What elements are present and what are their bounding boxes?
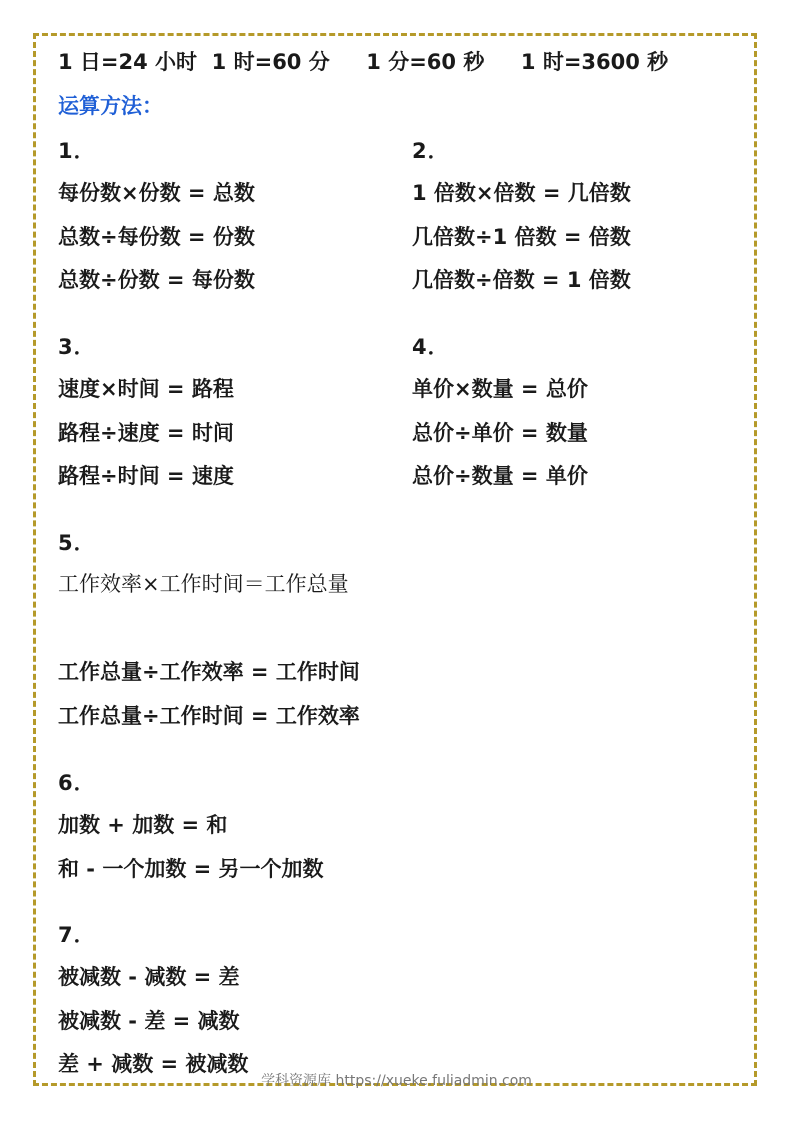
formula-2-b: 几倍数÷1 倍数 = 倍数 <box>412 225 631 249</box>
formula-1-c: 总数÷份数 = 每份数 <box>58 268 255 292</box>
section-1-number: 1． <box>58 139 96 163</box>
formula-4-c: 总价÷数量 = 单价 <box>412 464 588 488</box>
section-heading: 运算方法： <box>58 94 163 118</box>
section-3-number: 3． <box>58 335 96 359</box>
formula-1-b: 总数÷每份数 = 份数 <box>58 225 255 249</box>
time-units-line: 1 日=24 小时 1 时=60 分 1 分=60 秒 1 时=3600 秒 <box>58 50 669 74</box>
formula-6-a: 加数 + 加数 = 和 <box>58 813 228 837</box>
footer-watermark: 学科资源库 https://xueke.fuliadmin.com <box>261 1073 532 1089</box>
formula-6-b: 和 - 一个加数 = 另一个加数 <box>58 857 324 881</box>
formula-5-a: 工作效率×工作时间＝工作总量 <box>58 572 349 596</box>
formula-5-c: 工作总量÷工作时间 = 工作效率 <box>58 704 360 728</box>
section-5-number: 5． <box>58 531 96 555</box>
section-6-number: 6． <box>58 771 96 795</box>
formula-3-b: 路程÷速度 = 时间 <box>58 421 234 445</box>
formula-7-c: 差 + 减数 = 被减数 <box>58 1052 249 1076</box>
formula-2-a: 1 倍数×倍数 = 几倍数 <box>412 181 631 205</box>
formula-3-c: 路程÷时间 = 速度 <box>58 464 234 488</box>
formula-3-a: 速度×时间 = 路程 <box>58 377 234 401</box>
section-2-number: 2． <box>412 139 450 163</box>
formula-7-a: 被减数 - 减数 = 差 <box>58 965 240 989</box>
section-4-number: 4． <box>412 335 450 359</box>
formula-1-a: 每份数×份数 = 总数 <box>58 181 255 205</box>
formula-7-b: 被减数 - 差 = 减数 <box>58 1009 240 1033</box>
formula-4-a: 单价×数量 = 总价 <box>412 377 588 401</box>
section-7-number: 7． <box>58 923 96 947</box>
formula-4-b: 总价÷单价 = 数量 <box>412 421 588 445</box>
formula-5-b: 工作总量÷工作效率 = 工作时间 <box>58 660 360 684</box>
formula-2-c: 几倍数÷倍数 = 1 倍数 <box>412 268 631 292</box>
